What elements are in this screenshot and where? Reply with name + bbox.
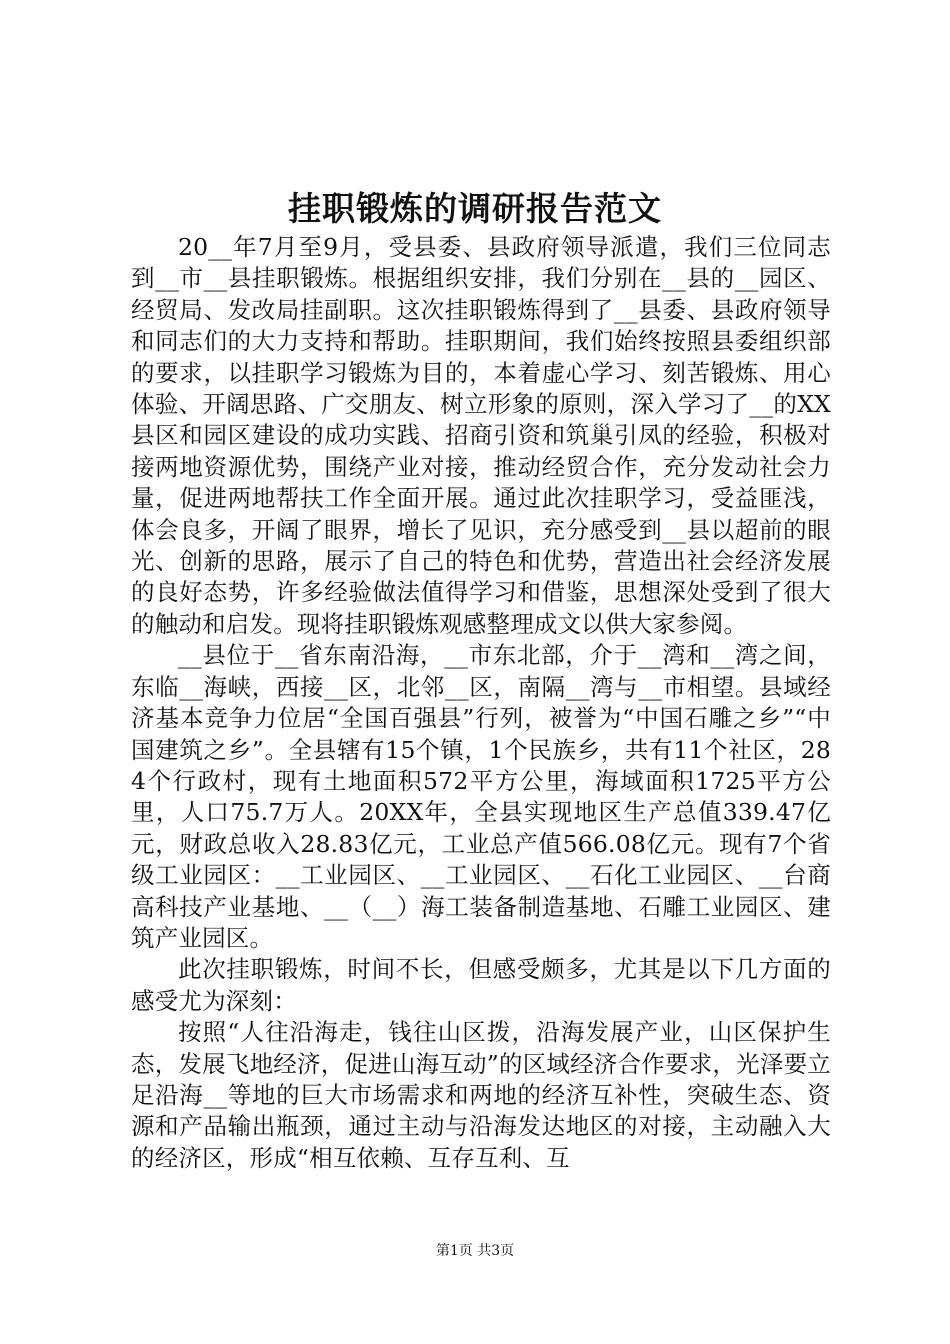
page-footer: 第1页 共3页 <box>435 1243 515 1259</box>
document-title: 挂职锻炼的调研报告范文 <box>288 189 662 228</box>
paragraph-impressions: 此次挂职锻炼，时间不长，但感受颇多，尤其是以下几方面的感受尤为深刻： <box>131 955 831 1015</box>
paragraph-cooperation: 按照“人往沿海走，钱往山区拨，沿海发展产业，山区保护生态，发展飞地经济，促进山海互动”的区域经济合作要求，光泽要立足沿海__等地的巨大市场需求和两地的经济互补性，突破生态、资源和产品输出瓶颈，通过主动与沿海发达地区的对接，主动融入大的经济区，形成“相互依赖、互存互利、互 <box>131 1018 831 1172</box>
document-body <box>131 232 831 1174</box>
paragraph-intro: 20__年7月至9月，受县委、县政府领导派遣，我们三位同志到__市__县挂职锻炼。根据组织安排，我们分别在__县的__园区、经贸局、发改局挂副职。这次挂职锻炼得到了__县委、县政府领导和同志们的大力支持和帮助。挂职期间，我们始终按照县委组织部的要求，以挂职学习锻炼为目的，本着虚心学习、刻苦锻炼、用心体验、开阔思路、广交朋友、树立形象的原则，深入学习了__的XX县区和园区建设的成功实践、招商引资和筑巢引凤的经验，积极对接两地资源优势，围绕产业对接，推动经贸合作，充分发动社会力量，促进两地帮扶工作全面开展。通过此次挂职学习，受益匪浅，体会良多，开阔了眼界，增长了见识，充分感受到__县以超前的眼光、创新的思路，展示了自己的特色和优势，营造出社会经济发展的良好态势，许多经验做法值得学习和借鉴，思想深处受到了很大的触动和启发。现将挂职锻炼观感整理成文以供大家参阅。 <box>131 233 831 638</box>
paragraph-county-overview: __县位于__省东南沿海，__市东北部，介于__湾和__湾之间，东临__海峡，西接__区，北邻__区，南隔__湾与__市相望。县域经济基本竞争力位居“全国百强县”行列，被誉为“中国石雕之乡”“中国建筑之乡”。全县辖有15个镇，1个民族乡，共有11个社区，284个行政村，现有土地面积572平方公里，海域面积1725平方公里，人口75.7万人。20XX年，全县实现地区生产总值339.47亿元，财政总收入28.83亿元，工业总产值566.08亿元。现有7个省级工业园区：__工业园区、__工业园区、__石化工业园区、__台商高科技产业基地、__（__）海工装备制造基地、石雕工业园区、建筑产业园区。 <box>131 641 831 952</box>
